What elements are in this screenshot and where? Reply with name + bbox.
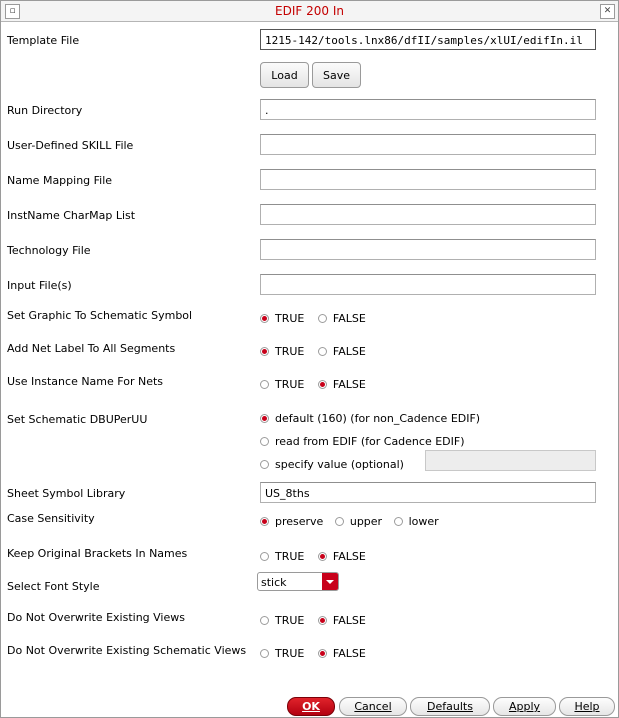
option-label: FALSE bbox=[332, 614, 366, 627]
dbu-option-default[interactable] bbox=[260, 412, 490, 425]
radio-selected-icon bbox=[260, 517, 269, 526]
window-menu-icon[interactable]: ▫ bbox=[5, 4, 20, 19]
radio-selected-icon bbox=[318, 380, 327, 389]
keep-brackets-true[interactable] bbox=[260, 550, 304, 563]
radio-selected-icon bbox=[260, 314, 269, 323]
apply-button[interactable]: Apply bbox=[493, 697, 556, 716]
no-overwrite-views-group bbox=[260, 614, 376, 627]
name-mapping-file-field[interactable] bbox=[260, 169, 596, 190]
run-directory-label: Run Directory bbox=[7, 104, 83, 117]
radio-selected-icon bbox=[260, 414, 269, 423]
font-style-label: Select Font Style bbox=[7, 580, 100, 593]
radio-icon bbox=[318, 347, 327, 356]
font-style-select[interactable] bbox=[257, 572, 339, 591]
option-label: TRUE bbox=[275, 614, 305, 627]
dbu-option-specify-value[interactable] bbox=[260, 458, 414, 471]
close-icon[interactable]: ✕ bbox=[600, 4, 615, 19]
technology-file-field[interactable] bbox=[260, 239, 596, 260]
option-label: FALSE bbox=[332, 378, 366, 391]
radio-icon bbox=[260, 552, 269, 561]
case-upper[interactable] bbox=[335, 515, 382, 528]
case-sensitivity-group bbox=[260, 515, 449, 528]
option-label: preserve bbox=[275, 515, 324, 528]
dbu-specify-value-field[interactable] bbox=[425, 450, 596, 471]
option-label: TRUE bbox=[275, 378, 305, 391]
case-lower[interactable] bbox=[394, 515, 439, 528]
defaults-button[interactable]: Defaults bbox=[410, 697, 490, 716]
radio-icon bbox=[260, 460, 269, 469]
radio-selected-icon bbox=[318, 649, 327, 658]
chevron-down-icon[interactable] bbox=[322, 573, 338, 590]
sheet-symbol-library-label: Sheet Symbol Library bbox=[7, 487, 126, 500]
instance-name-nets-group bbox=[260, 378, 376, 391]
sheet-symbol-library-field[interactable]: US_8ths bbox=[260, 482, 596, 503]
technology-file-label: Technology File bbox=[7, 244, 91, 257]
option-label: TRUE bbox=[275, 647, 305, 660]
keep-brackets-false[interactable] bbox=[318, 550, 366, 563]
no-overwrite-views-true[interactable] bbox=[260, 614, 304, 627]
no-overwrite-views-false[interactable] bbox=[318, 614, 366, 627]
run-directory-field[interactable]: . bbox=[260, 99, 596, 120]
option-label: FALSE bbox=[332, 312, 366, 325]
title-bar bbox=[1, 1, 618, 22]
input-files-label: Input File(s) bbox=[7, 279, 72, 292]
case-preserve[interactable] bbox=[260, 515, 323, 528]
case-sensitivity-label: Case Sensitivity bbox=[7, 512, 95, 525]
radio-icon bbox=[318, 314, 327, 323]
instance-name-nets-false[interactable] bbox=[318, 378, 366, 391]
user-skill-file-label: User-Defined SKILL File bbox=[7, 139, 134, 152]
no-overwrite-schematic-true[interactable] bbox=[260, 647, 304, 660]
font-style-value: stick bbox=[261, 576, 287, 589]
net-label-all-true[interactable] bbox=[260, 345, 304, 358]
dbu-option-read-from-edif[interactable] bbox=[260, 435, 475, 448]
radio-icon bbox=[394, 517, 403, 526]
option-label: read from EDIF (for Cadence EDIF) bbox=[275, 435, 465, 448]
option-label: lower bbox=[408, 515, 439, 528]
dbu-per-uu-label: Set Schematic DBUPerUU bbox=[7, 413, 148, 426]
option-label: upper bbox=[349, 515, 383, 528]
help-button[interactable]: Help bbox=[559, 697, 615, 716]
radio-icon bbox=[260, 649, 269, 658]
load-button[interactable]: Load bbox=[260, 62, 309, 88]
graphic-to-symbol-true[interactable] bbox=[260, 312, 304, 325]
option-label: FALSE bbox=[332, 345, 366, 358]
graphic-to-symbol-group bbox=[260, 312, 376, 325]
input-files-field[interactable] bbox=[260, 274, 596, 295]
graphic-to-symbol-label: Set Graphic To Schematic Symbol bbox=[7, 309, 193, 322]
radio-selected-icon bbox=[318, 552, 327, 561]
no-overwrite-views-label: Do Not Overwrite Existing Views bbox=[7, 611, 185, 624]
no-overwrite-schematic-label: Do Not Overwrite Existing Schematic Views bbox=[7, 644, 247, 657]
radio-icon bbox=[335, 517, 344, 526]
keep-brackets-group bbox=[260, 550, 376, 563]
option-label: TRUE bbox=[275, 345, 305, 358]
template-file-label: Template File bbox=[7, 34, 80, 47]
option-label: default (160) (for non_Cadence EDIF) bbox=[275, 412, 481, 425]
ok-button[interactable]: OK bbox=[287, 697, 335, 716]
option-label: TRUE bbox=[275, 550, 305, 563]
option-label: FALSE bbox=[332, 647, 366, 660]
template-file-field[interactable]: 1215-142/tools.lnx86/dfII/samples/xlUI/edifIn.il bbox=[260, 29, 596, 50]
instname-charmap-field[interactable] bbox=[260, 204, 596, 225]
net-label-all-false[interactable] bbox=[318, 345, 366, 358]
radio-icon bbox=[260, 437, 269, 446]
option-label: TRUE bbox=[275, 312, 305, 325]
option-label: specify value (optional) bbox=[275, 458, 404, 471]
net-label-all-group bbox=[260, 345, 376, 358]
no-overwrite-schematic-group bbox=[260, 647, 376, 660]
instance-name-nets-true[interactable] bbox=[260, 378, 304, 391]
cancel-button[interactable]: Cancel bbox=[339, 697, 407, 716]
net-label-all-label: Add Net Label To All Segments bbox=[7, 342, 176, 355]
instname-charmap-label: InstName CharMap List bbox=[7, 209, 136, 222]
radio-icon bbox=[260, 380, 269, 389]
no-overwrite-schematic-false[interactable] bbox=[318, 647, 366, 660]
keep-brackets-label: Keep Original Brackets In Names bbox=[7, 547, 188, 560]
save-button[interactable]: Save bbox=[312, 62, 361, 88]
radio-selected-icon bbox=[318, 616, 327, 625]
window-title: EDIF 200 In bbox=[275, 4, 344, 18]
radio-icon bbox=[260, 616, 269, 625]
radio-selected-icon bbox=[260, 347, 269, 356]
instance-name-nets-label: Use Instance Name For Nets bbox=[7, 375, 164, 388]
name-mapping-file-label: Name Mapping File bbox=[7, 174, 113, 187]
option-label: FALSE bbox=[332, 550, 366, 563]
graphic-to-symbol-false[interactable] bbox=[318, 312, 366, 325]
user-skill-file-field[interactable] bbox=[260, 134, 596, 155]
